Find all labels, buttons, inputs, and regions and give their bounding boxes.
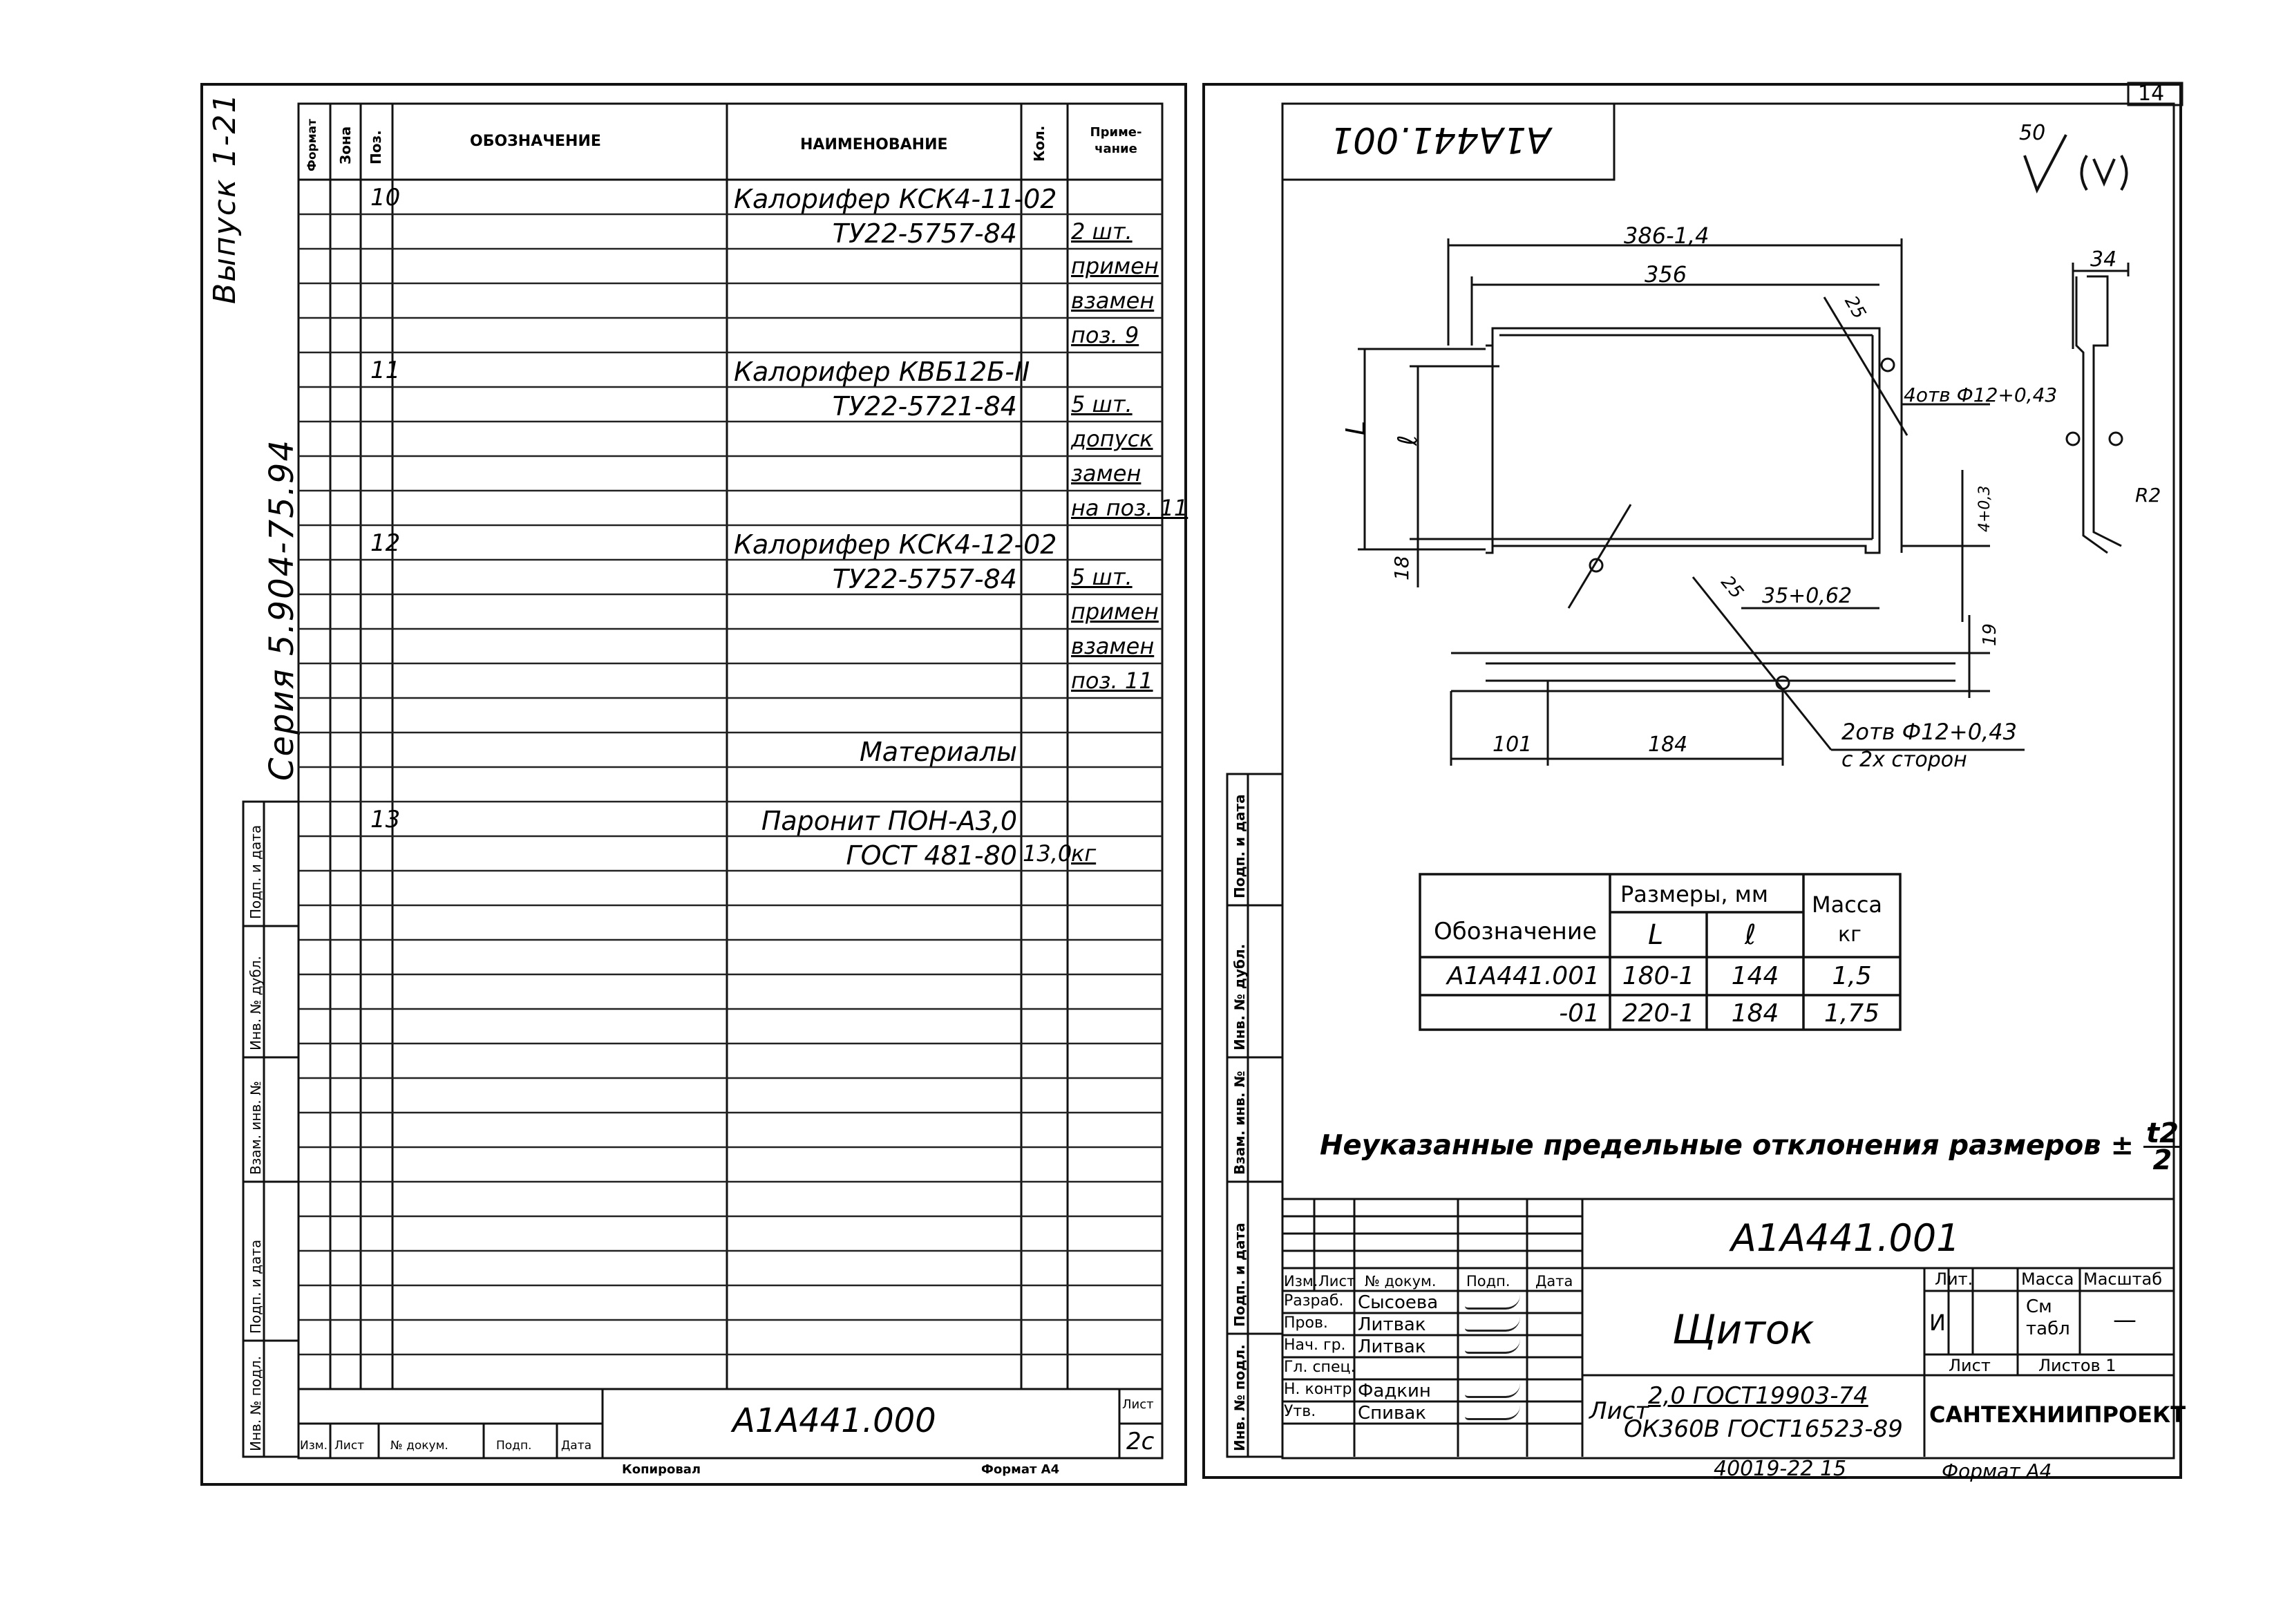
sheet-label: Лист xyxy=(1949,1356,1991,1375)
spec-cell-pos: 12 xyxy=(370,529,401,557)
mass-value: См табл xyxy=(2026,1296,2070,1339)
right-stamp-3: Взам. инв. № xyxy=(1231,1070,1248,1175)
right-stamp-1: Подп. и дата xyxy=(1231,794,1248,898)
right-footer-doc-no: 40019-22 15 xyxy=(1714,1457,1847,1481)
lit-label: Лит. xyxy=(1935,1269,1973,1289)
left-stamp-3: Взам. инв. № xyxy=(247,1081,264,1175)
spec-cell-pos: 11 xyxy=(370,357,401,384)
spec-cell-note: поз. 9 xyxy=(1071,322,1139,348)
left-sheet-number: 2с xyxy=(1126,1428,1155,1455)
left-col-list: Лист xyxy=(334,1439,365,1453)
variants-col-mass-unit: кг xyxy=(1838,923,1862,947)
spec-cell-name: Паронит ПОН-А3,0 xyxy=(761,806,1017,836)
spec-cell-note: допуск xyxy=(1071,426,1153,452)
title-role-name: Сысоева xyxy=(1358,1292,1439,1313)
mirrored-doc-code: А1А441.001 xyxy=(1330,119,1551,160)
material-prefix: Лист xyxy=(1589,1397,1649,1425)
title-role-role: Разраб. xyxy=(1284,1292,1344,1310)
spec-cell-note: замен xyxy=(1071,460,1142,487)
spec-cell-name: ТУ22-5757-84 xyxy=(832,564,1017,594)
spec-cell-note: поз. 11 xyxy=(1071,668,1153,694)
tolerance-note-text: Неуказанные предельные отклонения размеров ± xyxy=(1320,1129,2134,1162)
dim-l: ℓ xyxy=(1392,435,1423,446)
spec-cell-name: Калорифер КВБ12Б-II xyxy=(734,357,1030,387)
header-name: НАИМЕНОВАНИЕ xyxy=(800,136,948,153)
header-qty: Кол. xyxy=(1031,125,1048,162)
title-role-role: Гл. спец. xyxy=(1284,1359,1356,1376)
dim-R2: R2 xyxy=(2135,484,2161,507)
signature-mark xyxy=(1465,1384,1520,1398)
spec-cell-name: Калорифер КСК4-12-02 xyxy=(734,529,1057,560)
spec-cell-pos: 10 xyxy=(370,184,401,211)
spec-cell-name: Материалы xyxy=(860,737,1017,767)
variant-cell-mass: 1,75 xyxy=(1823,999,1880,1028)
left-stamp-5: Инв. № подл. xyxy=(247,1356,264,1451)
dim-18: 18 xyxy=(1390,556,1413,580)
spec-cell-name: ТУ22-5721-84 xyxy=(832,391,1017,422)
dim-35: 35+0,62 xyxy=(1762,584,1853,608)
title-role-name: Спивак xyxy=(1358,1403,1427,1424)
sheets-label: Листов 1 xyxy=(2038,1356,2116,1375)
dim-19: 19 xyxy=(1980,623,2000,646)
header-note: Приме- чание xyxy=(1090,125,1142,156)
tolerance-frac-den: 2 xyxy=(2152,1144,2172,1176)
holes-2-label: 2отв Ф12+0,43 xyxy=(1841,719,2017,745)
spec-cell-note: 5 шт. xyxy=(1071,564,1133,590)
left-col-doc: № докум. xyxy=(390,1439,448,1453)
part-title: Щиток xyxy=(1672,1306,1815,1353)
variant-cell-l: 144 xyxy=(1731,962,1779,990)
tolerance-frac-num: t2 xyxy=(2143,1121,2181,1148)
spec-cell-note: взамен xyxy=(1071,287,1155,314)
dim-25-mid: 25 xyxy=(1716,572,1747,603)
signature-mark xyxy=(1465,1361,1520,1374)
spec-cell-pos: 13 xyxy=(370,806,401,833)
spec-cell-name: Калорифер КСК4-11-02 xyxy=(734,184,1057,214)
right-col-date: Дата xyxy=(1535,1273,1573,1290)
right-col-list: Лист xyxy=(1318,1273,1356,1290)
spec-cell-note: 5 шт. xyxy=(1071,391,1133,417)
left-footer-copied: Копировал xyxy=(622,1462,701,1477)
scale-value: — xyxy=(2113,1306,2137,1334)
organization: САНТЕХНИИПРОЕКТ xyxy=(1929,1401,2186,1428)
left-col-izm: Изм. xyxy=(300,1439,328,1453)
dim-386: 386-1,4 xyxy=(1624,223,1709,249)
spec-cell-name: ГОСТ 481-80 xyxy=(846,840,1017,871)
signature-mark xyxy=(1465,1295,1520,1310)
spec-cell-note: взамен xyxy=(1071,633,1155,659)
lit-value: И xyxy=(1929,1310,1946,1336)
series-label: Серия 5.904-75.94 xyxy=(263,439,301,781)
material-bottom: ОК360В ГОСТ16523-89 xyxy=(1624,1415,1903,1443)
dim-184: 184 xyxy=(1648,733,1688,757)
dim-25-top: 25 xyxy=(1840,292,1870,323)
spec-cell-note: примен xyxy=(1071,598,1159,625)
roughness-value: 50 xyxy=(2019,121,2046,145)
variants-col-l: ℓ xyxy=(1745,919,1756,951)
title-role-role: Н. контр. xyxy=(1284,1381,1357,1398)
variant-cell-mass: 1,5 xyxy=(1832,962,1872,990)
variants-col-sizes: Размеры, мм xyxy=(1620,881,1768,907)
title-role-role: Утв. xyxy=(1284,1403,1316,1420)
left-stamp-1: Подп. и дата xyxy=(247,824,264,919)
material-top: 2,0 ГОСТ19903-74 xyxy=(1648,1382,1868,1410)
variants-col-L: L xyxy=(1648,919,1664,951)
spec-cell-note: кг xyxy=(1071,840,1097,867)
right-col-doc: № докум. xyxy=(1365,1273,1437,1290)
left-col-date: Дата xyxy=(561,1439,592,1453)
variants-col-mass: Масса xyxy=(1812,891,1883,918)
dim-L: L xyxy=(1341,420,1371,435)
right-stamp-5: Инв. № подл. xyxy=(1231,1344,1248,1451)
signature-mark xyxy=(1465,1339,1520,1354)
title-role-name: Литвак xyxy=(1358,1337,1426,1357)
right-doc-code: А1А441.001 xyxy=(1731,1216,1960,1260)
left-stamp-4: Подп. и дата xyxy=(247,1239,264,1334)
header-pos: Поз. xyxy=(368,130,384,164)
spec-cell-note: примен xyxy=(1071,253,1159,279)
holes-4-label: 4отв Ф12+0,43 xyxy=(1904,384,2058,406)
right-footer-format: Формат А4 xyxy=(1942,1460,2052,1482)
holes-2-sides: с 2х сторон xyxy=(1841,748,1967,772)
title-role-role: Нач. гр. xyxy=(1284,1337,1346,1354)
variant-cell-l: 184 xyxy=(1731,999,1779,1028)
title-role-role: Пров. xyxy=(1284,1314,1328,1332)
signature-mark xyxy=(1465,1406,1520,1420)
dim-356: 356 xyxy=(1645,261,1687,287)
variants-col-designation: Обозначение xyxy=(1434,918,1597,945)
title-role-name: Фадкин xyxy=(1358,1381,1431,1401)
variant-cell-L: 220-1 xyxy=(1622,999,1695,1028)
mass-label: Масса xyxy=(2021,1269,2074,1289)
right-col-izm: Изм. xyxy=(1284,1273,1318,1290)
corner-sheet-number: 14 xyxy=(2138,82,2165,106)
issue-label: Выпуск 1-21 xyxy=(207,92,243,304)
spec-cell-note: 2 шт. xyxy=(1071,218,1133,245)
header-designation: ОБОЗНАЧЕНИЕ xyxy=(470,133,601,150)
variant-cell-L: 180-1 xyxy=(1622,962,1695,990)
header-zone: Зона xyxy=(337,126,354,164)
left-col-sign: Подп. xyxy=(496,1439,532,1453)
left-stamp-2: Инв. № дубл. xyxy=(247,956,264,1050)
dim-34: 34 xyxy=(2090,247,2117,272)
dim-4: 4+0,3 xyxy=(1976,485,1993,532)
variant-cell-designation: А1А441.001 xyxy=(1446,962,1600,990)
title-role-name: Литвак xyxy=(1358,1314,1426,1335)
variant-cell-designation: -01 xyxy=(1559,999,1600,1028)
left-sheet-label: Лист xyxy=(1122,1397,1154,1412)
spec-cell-qty: 13,0 xyxy=(1023,840,1072,867)
dim-101: 101 xyxy=(1493,733,1533,757)
header-format: Формат xyxy=(305,119,319,171)
spec-cell-note: на поз. 11 xyxy=(1071,495,1188,521)
right-col-sign: Подп. xyxy=(1466,1273,1510,1290)
right-stamp-2: Инв. № дубл. xyxy=(1231,943,1248,1050)
left-footer-format: Формат А4 xyxy=(981,1462,1060,1477)
spec-cell-name: ТУ22-5757-84 xyxy=(832,218,1017,249)
scale-label: Масштаб xyxy=(2083,1269,2163,1289)
left-doc-code: А1А441.000 xyxy=(732,1401,936,1440)
signature-mark xyxy=(1465,1317,1520,1332)
right-stamp-4: Подп. и дата xyxy=(1231,1222,1248,1327)
